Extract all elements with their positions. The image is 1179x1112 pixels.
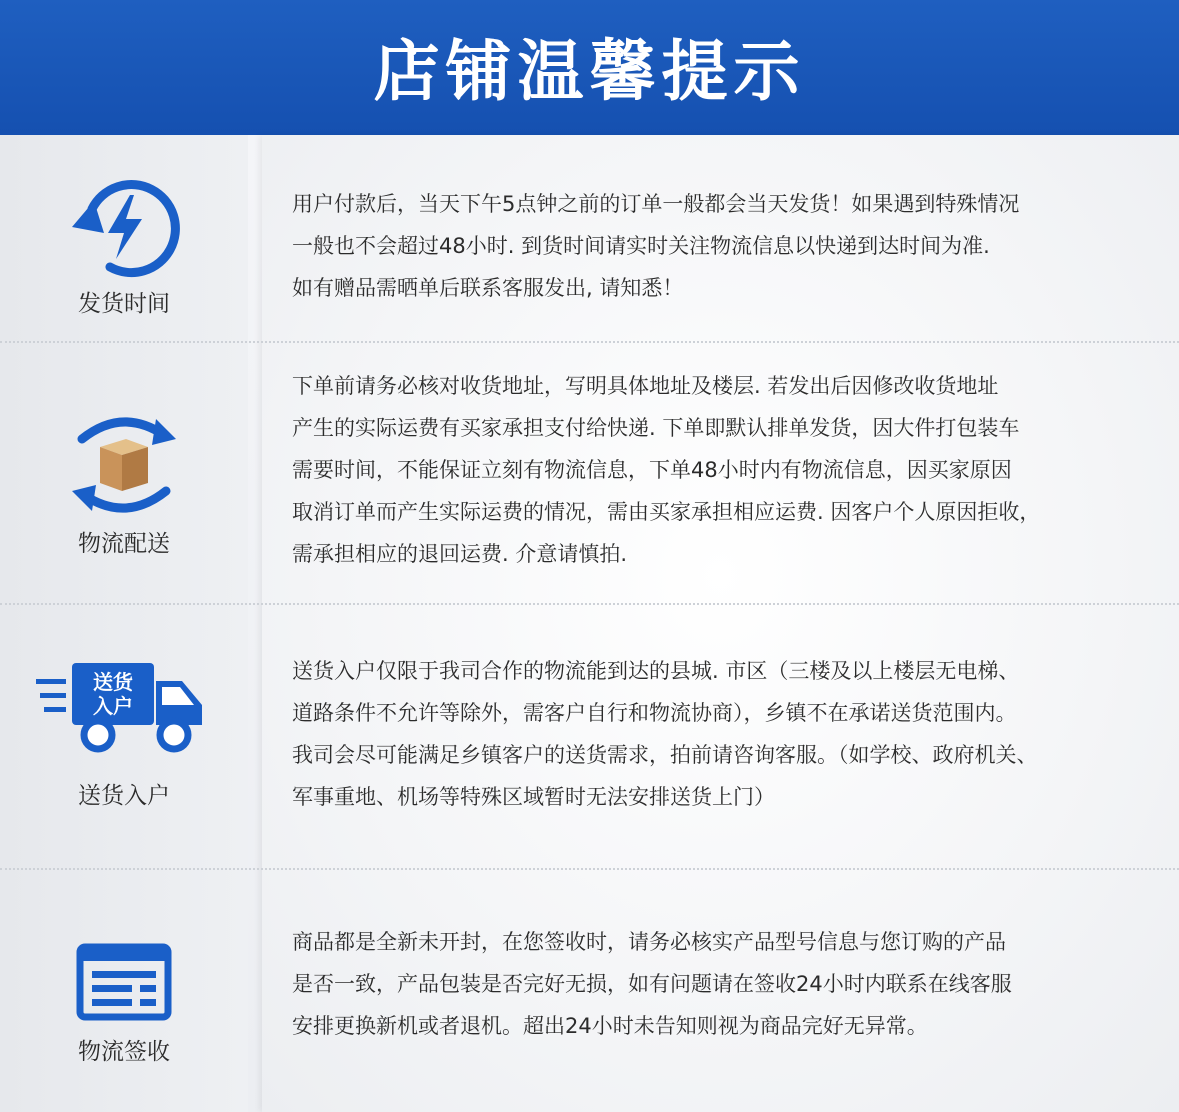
section-icon-block: [0, 171, 248, 318]
section-label: 物流签收: [78, 1039, 170, 1065]
section-divider: [0, 603, 1179, 605]
box-cycle-icon: [64, 409, 184, 521]
receipt-card-icon: [74, 943, 174, 1023]
section-text: 送货入户仅限于我司合作的物流能到达的县城. 市区（三楼及以上楼层无电梯、 道路条件不允许等除外，需客户自行和物流协商），乡镇不在承诺送货范围内。 我司会尽可能满足乡镇客户的送货需求，拍前请咨询客服。（如学校、政府机关、 军事重地、机场等特殊区域暂时无法安排送货上门）: [292, 659, 1038, 809]
truck-label-line1: 送货: [93, 670, 133, 694]
section-label: 送货入户: [78, 783, 170, 809]
section-icon-block: [0, 943, 248, 1066]
header-banner: [0, 0, 1179, 135]
section-icon-block: [0, 657, 248, 810]
notice-content: [0, 135, 1179, 1112]
section-text: 用户付款后，当天下午5点钟之前的订单一般都会当天发货！如果遇到特殊情况 一般也不会超过48小时. 到货时间请实时关注物流信息以快递到达时间为准. 如有赠品需晒单后联系客服发出, 请知悉！: [292, 192, 1020, 300]
section-label: 发货时间: [78, 291, 170, 317]
section-divider: [0, 868, 1179, 870]
section-icon-block: [0, 409, 248, 558]
delivery-truck-icon: [34, 657, 214, 757]
section-text: 下单前请务必核对收货地址，写明具体地址及楼层. 若发出后因修改收货地址 产生的实际运费有买家承担支付给快递. 下单即默认排单发货，因大件打包装车 需要时间，不能保证立刻有物流信息，下单48小时内有物流信息，因买家原因 取消订单而产生实际运费的情况，需由买家承担相应运费. 因客户个人原因拒收， 需承担相应的退回运费. 介意请慎拍.: [292, 374, 1041, 566]
section-text: 商品都是全新未开封，在您签收时，请务必核实产品型号信息与您订购的产品 是否一致，产品包装是否完好无损，如有问题请在签收24小时内联系在线客服 安排更换新机或者退机。超出24小时未告知则视为商品完好无异常。: [292, 930, 1012, 1038]
page-title: 店铺温馨提示: [373, 33, 806, 110]
truck-label-line2: 入户: [93, 694, 133, 718]
section-divider: [0, 341, 1179, 343]
lightning-refresh-icon: [64, 171, 184, 281]
section-label: 物流配送: [78, 531, 170, 557]
